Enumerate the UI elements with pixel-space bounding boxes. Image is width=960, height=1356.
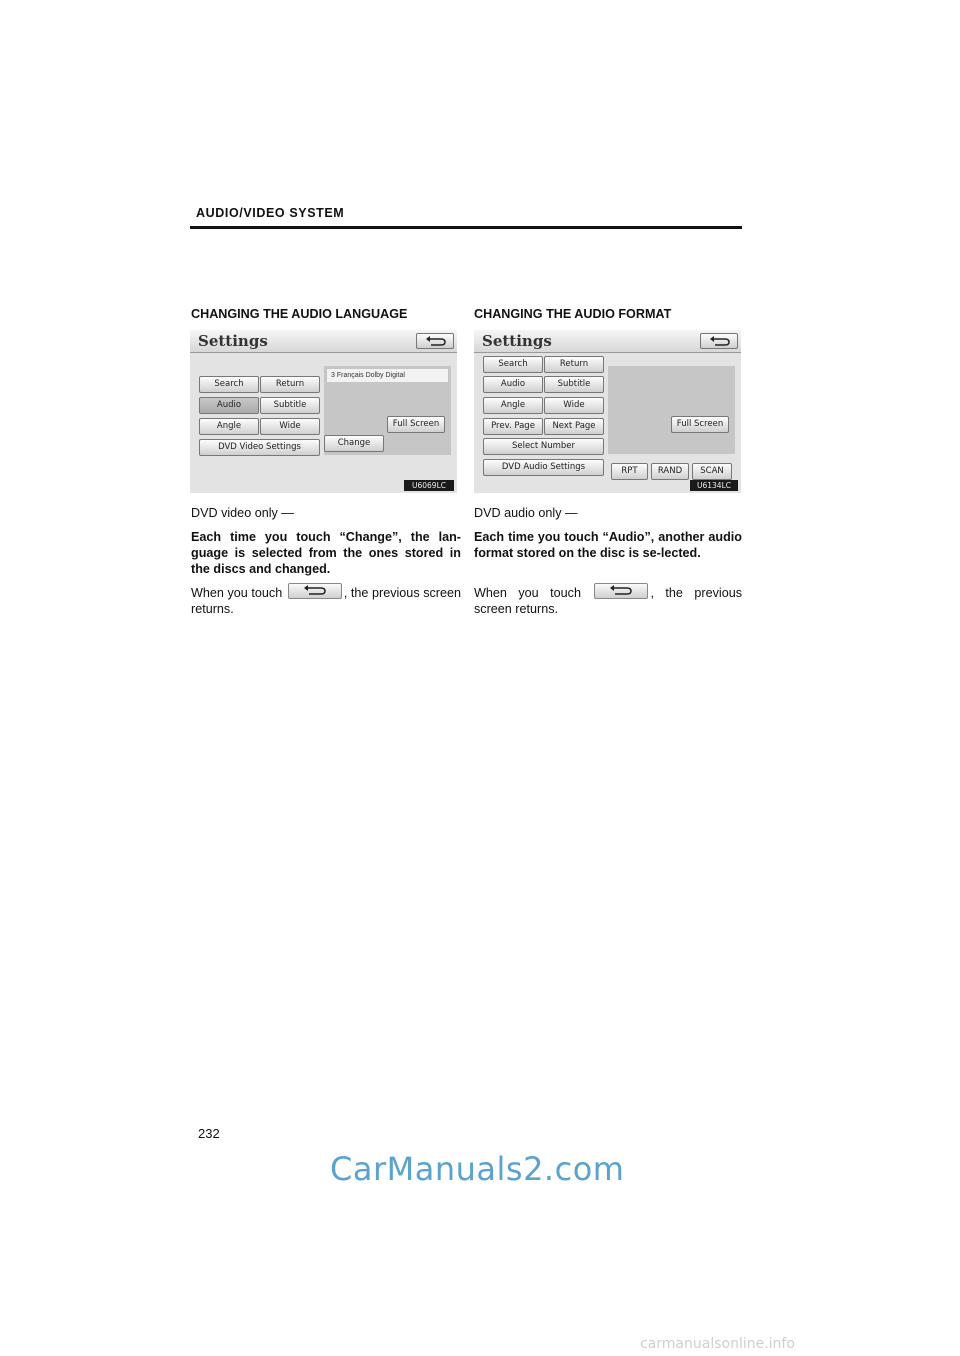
change-button[interactable]: Change (324, 435, 384, 452)
prev-page-button[interactable]: Prev. Page (483, 418, 543, 435)
subtitle-button[interactable]: Subtitle (544, 376, 604, 393)
inline-back-button (288, 583, 342, 599)
section-header: AUDIO/VIDEO SYSTEM (196, 206, 345, 220)
right-intro: DVD audio only — (474, 506, 578, 520)
return-menu-button[interactable]: Return (544, 356, 604, 373)
subtitle-button[interactable]: Subtitle (260, 397, 320, 414)
page-number: 232 (198, 1126, 220, 1141)
right-heading: CHANGING THE AUDIO FORMAT (474, 307, 672, 321)
angle-button[interactable]: Angle (199, 418, 259, 435)
right-bold-text: Each time you touch “Audio”, another audio format stored on the disc is se-lected. (474, 530, 742, 560)
left-bold-text: Each time you touch “Change”, the lan-guage is selected from the ones stored in the discs and changed. (191, 530, 461, 576)
dvd-audio-settings-button[interactable]: DVD Audio Settings (483, 459, 604, 476)
rpt-button[interactable]: RPT (611, 463, 648, 480)
header-rule (190, 226, 742, 229)
left-heading: CHANGING THE AUDIO LANGUAGE (191, 307, 408, 321)
search-button[interactable]: Search (483, 356, 543, 373)
next-page-button[interactable]: Next Page (544, 418, 604, 435)
figure-code: U6069LC (404, 480, 454, 491)
full-screen-button[interactable]: Full Screen (387, 416, 445, 433)
left-intro: DVD video only — (191, 506, 294, 520)
back-arrow-icon (595, 584, 645, 597)
rand-button[interactable]: RAND (651, 463, 689, 480)
footer-watermark: carmanualsonline.info (640, 1336, 795, 1352)
touch-text-before: When you touch (474, 586, 581, 600)
search-button[interactable]: Search (199, 376, 259, 393)
inline-back-button (594, 583, 648, 599)
back-arrow-icon (701, 334, 737, 348)
audio-language-display: 3 Français Dolby Digital (327, 369, 448, 382)
select-number-button[interactable]: Select Number (483, 438, 604, 455)
audio-button[interactable]: Audio (199, 397, 259, 414)
scan-button[interactable]: SCAN (692, 463, 732, 480)
back-arrow-icon (289, 584, 339, 597)
touch-text-after: , the previous screen returns. (474, 586, 743, 616)
screen-title-bar (474, 330, 741, 353)
right-touch-paragraph (474, 583, 742, 617)
right-settings-screen (474, 330, 741, 493)
figure-code: U6134LC (690, 480, 738, 491)
dvd-video-settings-button[interactable]: DVD Video Settings (199, 439, 320, 456)
return-menu-button[interactable]: Return (260, 376, 320, 393)
audio-button[interactable]: Audio (483, 376, 543, 393)
left-settings-screen (190, 330, 457, 493)
wide-button[interactable]: Wide (260, 418, 320, 435)
return-button[interactable] (700, 333, 738, 349)
video-area (608, 366, 735, 454)
back-arrow-icon (417, 334, 453, 348)
touch-text-after: , the previous screen returns. (191, 586, 462, 616)
watermark: CarManuals2.com (330, 1150, 625, 1188)
screen-title: Settings (198, 332, 268, 350)
screen-title-bar (190, 330, 457, 353)
left-touch-paragraph (191, 583, 461, 617)
screen-title: Settings (482, 332, 552, 350)
full-screen-button[interactable]: Full Screen (671, 416, 729, 433)
return-button[interactable] (416, 333, 454, 349)
angle-button[interactable]: Angle (483, 397, 543, 414)
touch-text-before: When you touch (191, 586, 283, 600)
wide-button[interactable]: Wide (544, 397, 604, 414)
